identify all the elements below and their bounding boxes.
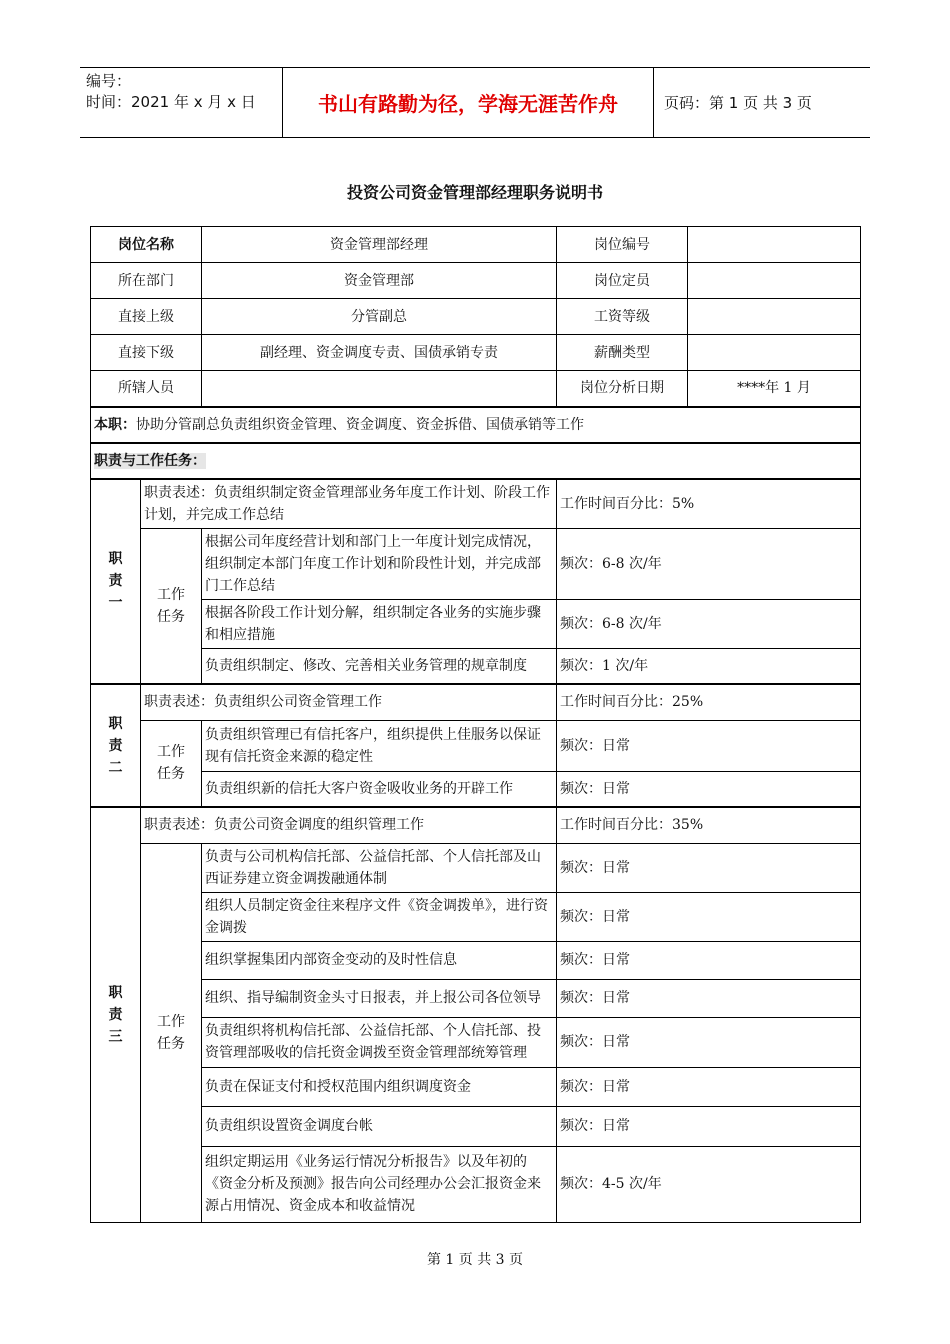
duty-label-text: 职责二 bbox=[108, 715, 123, 776]
task-text: 根据公司年度经营计划和部门上一年度计划完成情况，组织制定本部门年度工作计划和阶段性计划，并完成部门工作总结 bbox=[202, 528, 557, 599]
task-text: 根据各阶段工作计划分解，组织制定各业务的实施步骤和相应措施 bbox=[202, 599, 557, 648]
info-label: 岗位名称 bbox=[91, 227, 202, 263]
document-title: 投资公司资金管理部经理职务说明书 bbox=[346, 183, 603, 202]
task-row bbox=[91, 979, 861, 1017]
duty-time-percentage: 工作时间百分比：35% bbox=[557, 807, 861, 843]
info-value: 资金管理部经理 bbox=[202, 227, 557, 263]
task-label bbox=[141, 720, 202, 807]
tasks-heading-row bbox=[91, 443, 861, 479]
job-description-table bbox=[90, 226, 861, 1223]
duty-statement: 职责表述：负责公司资金调度的组织管理工作 bbox=[141, 807, 557, 843]
info-label: 直接上级 bbox=[91, 299, 202, 335]
task-frequency: 频次：日常 bbox=[557, 1017, 861, 1067]
document-date: 时间：2021 年 x 月 x 日 bbox=[86, 93, 256, 111]
info-value bbox=[202, 371, 557, 407]
task-label-text: 工作任务 bbox=[157, 744, 185, 783]
duty-statement-row bbox=[91, 479, 861, 529]
task-text: 负责组织制定、修改、完善相关业务管理的规章制度 bbox=[202, 648, 557, 684]
info-value: 资金管理部 bbox=[202, 263, 557, 299]
task-text: 负责在保证支付和授权范围内组织调度资金 bbox=[202, 1067, 557, 1106]
info-row bbox=[91, 263, 861, 299]
info-label: 岗位定员 bbox=[557, 263, 688, 299]
task-row bbox=[91, 1146, 861, 1222]
duty-summary-text: 协助分管副总负责组织资金管理、资金调度、资金拆借、国债承销等工作 bbox=[136, 416, 584, 433]
duty-label bbox=[91, 479, 141, 685]
header-page-info: 页码：第 1 页 共 3 页 bbox=[664, 94, 812, 112]
info-value: 副经理、资金调度专责、国债承销专责 bbox=[202, 335, 557, 371]
info-row bbox=[91, 371, 861, 407]
task-row bbox=[91, 648, 861, 684]
info-value: 分管副总 bbox=[202, 299, 557, 335]
task-row bbox=[91, 1017, 861, 1067]
tasks-heading-cell bbox=[91, 443, 861, 479]
task-frequency: 频次：4-5 次/年 bbox=[557, 1146, 861, 1222]
duty-statement: 职责表述：负责组织制定资金管理部业务年度工作计划、阶段工作计划，并完成工作总结 bbox=[141, 479, 557, 529]
info-label: 直接下级 bbox=[91, 335, 202, 371]
duty-summary-row bbox=[91, 407, 861, 443]
info-value bbox=[688, 299, 861, 335]
task-row bbox=[91, 1067, 861, 1106]
info-label: 所辖人员 bbox=[91, 371, 202, 407]
task-frequency: 频次：日常 bbox=[557, 843, 861, 892]
task-frequency: 频次：日常 bbox=[557, 771, 861, 807]
task-row bbox=[91, 843, 861, 892]
info-value: ****年 1 月 bbox=[688, 371, 861, 407]
info-label: 岗位分析日期 bbox=[557, 371, 688, 407]
task-text: 组织、指导编制资金头寸日报表，并上报公司各位领导 bbox=[202, 979, 557, 1017]
duty-statement: 职责表述：负责组织公司资金管理工作 bbox=[141, 684, 557, 720]
task-text: 组织定期运用《业务运行情况分析报告》以及年初的《资金分析及预测》报告向公司经理办公会汇报资金来源占用情况、资金成本和收益情况 bbox=[202, 1146, 557, 1222]
duty-time-percentage: 工作时间百分比：5% bbox=[557, 479, 861, 529]
info-value bbox=[688, 227, 861, 263]
duty-label bbox=[91, 684, 141, 807]
task-label-text: 工作任务 bbox=[157, 1013, 185, 1052]
task-row bbox=[91, 599, 861, 648]
task-frequency: 频次：6-8 次/年 bbox=[557, 599, 861, 648]
task-text: 组织掌握集团内部资金变动的及时性信息 bbox=[202, 941, 557, 979]
task-label-text: 工作任务 bbox=[157, 586, 185, 625]
duty-label-text: 职责三 bbox=[108, 984, 123, 1045]
task-row bbox=[91, 720, 861, 771]
info-label: 薪酬类型 bbox=[557, 335, 688, 371]
task-frequency: 频次：6-8 次/年 bbox=[557, 528, 861, 599]
duty-label bbox=[91, 807, 141, 1222]
duty-statement-row bbox=[91, 684, 861, 720]
info-label: 岗位编号 bbox=[557, 227, 688, 263]
task-frequency: 频次：日常 bbox=[557, 941, 861, 979]
document-number-label: 编号： bbox=[86, 72, 132, 90]
task-frequency: 频次：日常 bbox=[557, 979, 861, 1017]
task-label bbox=[141, 528, 202, 684]
info-row bbox=[91, 227, 861, 263]
task-text: 组织人员制定资金往来程序文件《资金调拨单》，进行资金调拨 bbox=[202, 892, 557, 941]
task-row bbox=[91, 892, 861, 941]
duty-summary-label: 本职： bbox=[94, 416, 136, 433]
task-text: 负责组织设置资金调度台帐 bbox=[202, 1106, 557, 1146]
page-footer: 第 1 页 共 3 页 bbox=[426, 1252, 524, 1268]
task-label bbox=[141, 843, 202, 1222]
task-text: 负责组织管理已有信托客户，组织提供上佳服务以保证现有信托资金来源的稳定性 bbox=[202, 720, 557, 771]
tasks-heading: 职责与工作任务： bbox=[94, 452, 206, 469]
info-value bbox=[688, 263, 861, 299]
task-frequency: 频次：日常 bbox=[557, 1067, 861, 1106]
task-text: 负责组织新的信托大客户资金吸收业务的开辟工作 bbox=[202, 771, 557, 807]
task-row bbox=[91, 528, 861, 599]
info-value bbox=[688, 335, 861, 371]
header-left bbox=[86, 71, 284, 134]
task-text: 负责组织将机构信托部、公益信托部、个人信托部、投资管理部吸收的信托资金调拨至资金管理部统筹管理 bbox=[202, 1017, 557, 1067]
document-header bbox=[80, 67, 870, 138]
task-text: 负责与公司机构信托部、公益信托部、个人信托部及山西证券建立资金调拨融通体制 bbox=[202, 843, 557, 892]
task-frequency: 频次：日常 bbox=[557, 720, 861, 771]
duty-label-text: 职责一 bbox=[108, 551, 123, 612]
task-row bbox=[91, 771, 861, 807]
info-label: 所在部门 bbox=[91, 263, 202, 299]
task-frequency: 频次：1 次/年 bbox=[557, 648, 861, 684]
task-frequency: 频次：日常 bbox=[557, 892, 861, 941]
info-row bbox=[91, 335, 861, 371]
duty-statement-row bbox=[91, 807, 861, 843]
duty-time-percentage: 工作时间百分比：25% bbox=[557, 684, 861, 720]
header-motto: 书山有路勤为径，学海无涯苦作舟 bbox=[282, 67, 654, 137]
task-frequency: 频次：日常 bbox=[557, 1106, 861, 1146]
duty-summary bbox=[91, 407, 861, 443]
info-label: 工资等级 bbox=[557, 299, 688, 335]
info-row bbox=[91, 299, 861, 335]
task-row bbox=[91, 941, 861, 979]
task-row bbox=[91, 1106, 861, 1146]
